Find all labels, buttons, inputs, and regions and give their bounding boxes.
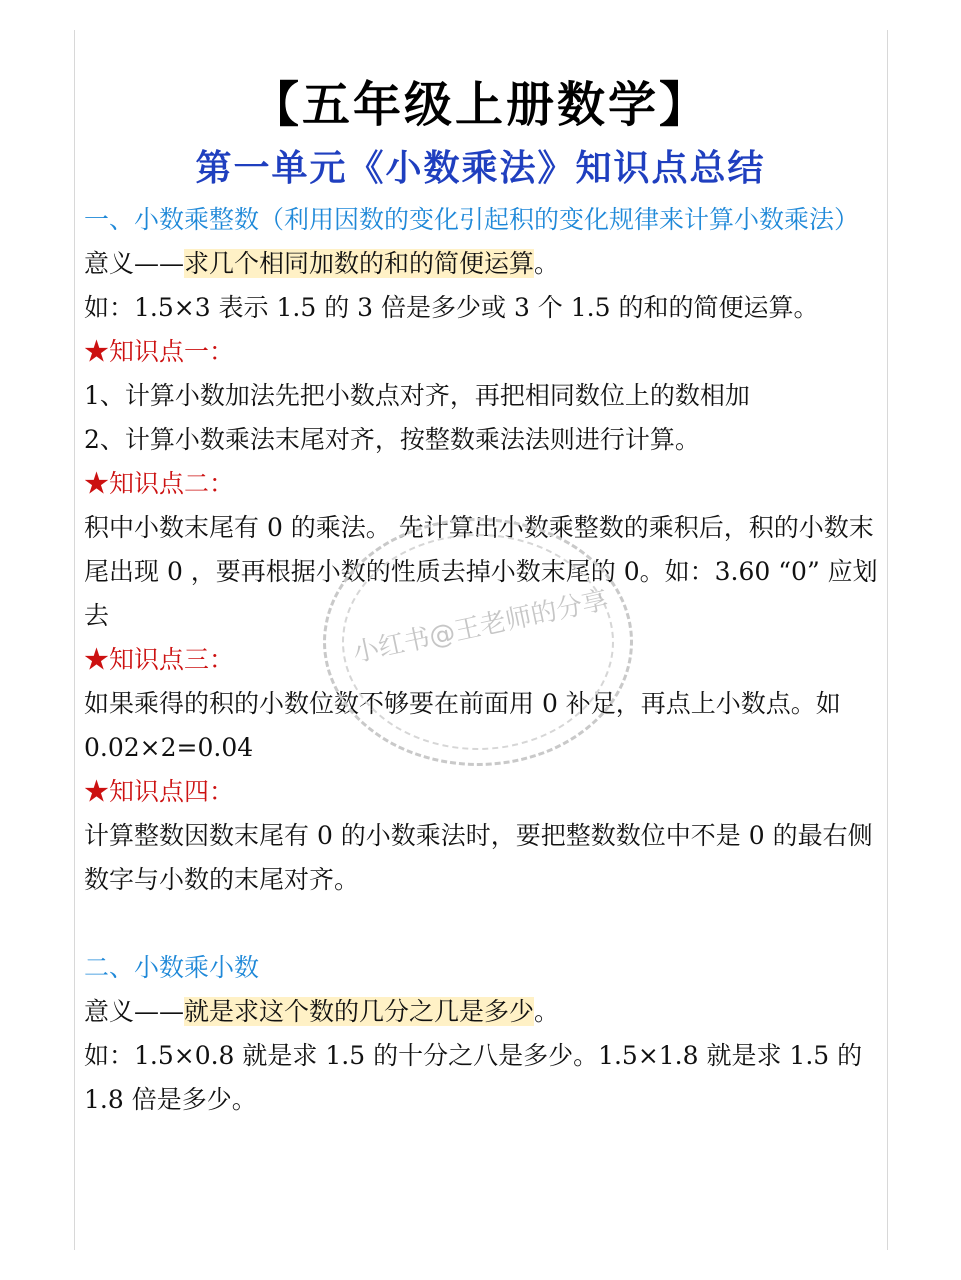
section1-heading: 一、小数乘整数（利用因数的变化引起积的变化规律来计算小数乘法） [84,205,860,234]
point1-line-1: 1、计算小数加法先把小数点对齐，再把相同数位上的数相加 [84,381,750,410]
page-subtitle: 第一单元《小数乘法》知识点总结 [195,148,766,189]
point1-title: ★知识点一： [84,337,235,366]
meaning-prefix: 意义—— [84,997,185,1026]
section1-example: 如：1.5×3 表示 1.5 的 3 倍是多少或 3 个 1.5 的和的简便运算。 [84,293,819,322]
point2-text: 积中小数末尾有 0 的乘法。 先计算出小数乘整数的乘积后，积的小数末尾出现 0 ，要再根据小数的性质去掉小数末尾的 0。如：3.60 “0” 应划去 [84,513,878,630]
meaning-suffix: 。 [534,249,560,278]
meaning-highlight: 求几个相同加数的和的简便运算 [184,249,535,278]
meaning-highlight: 就是求这个数的几分之几是多少 [184,997,535,1026]
watermark-text: 小红书@王老师的分享 [350,585,611,669]
point1-line-2: 2、计算小数乘法末尾对齐，按整数乘法法则进行计算。 [84,425,700,454]
point3-text: 如果乘得的积的小数位数不够要在前面用 0 补足，再点上小数点。如 0.02×2=0.04 [84,689,841,762]
section2-heading: 二、小数乘小数 [84,953,260,982]
section-spacer [84,902,884,946]
point4-title: ★知识点四： [84,777,235,806]
point2-title: ★知识点二： [84,469,235,498]
meaning-prefix: 意义—— [84,249,185,278]
section2-meaning [84,990,884,1034]
page-title: 【五年级上册数学】 [250,77,710,133]
meaning-suffix: 。 [534,997,560,1026]
point3-title: ★知识点三： [84,645,235,674]
section1-meaning [84,242,884,286]
section2-example: 如：1.5×0.8 就是求 1.5 的十分之八是多少。1.5×1.8 就是求 1.5 的 1.8 倍是多少。 [84,1041,863,1114]
point4-text: 计算整数因数末尾有 0 的小数乘法时，要把整数数位中不是 0 的最右侧数字与小数的末尾对齐。 [84,821,873,894]
